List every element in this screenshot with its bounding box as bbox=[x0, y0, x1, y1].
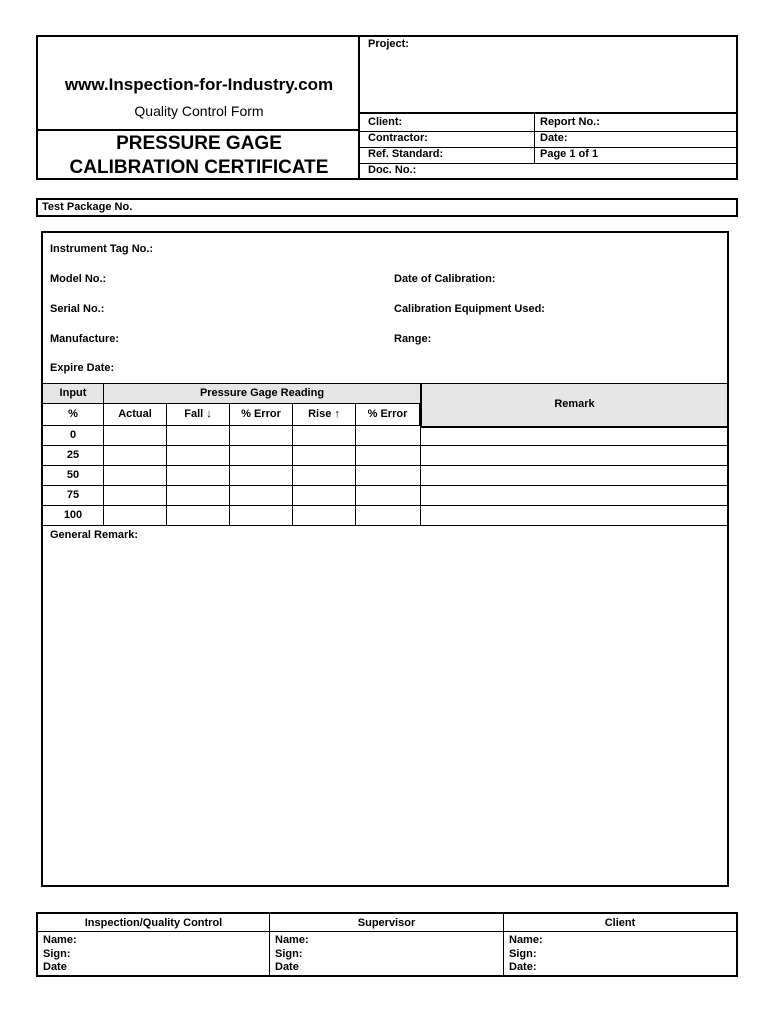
client-field[interactable]: Client: bbox=[368, 116, 403, 128]
reading-cell[interactable] bbox=[293, 506, 356, 526]
reading-cell[interactable] bbox=[104, 466, 167, 486]
doc-no-field[interactable]: Doc. No.: bbox=[368, 164, 417, 176]
report-no-field[interactable]: Report No.: bbox=[540, 116, 600, 128]
instrument-tag-field[interactable]: Instrument Tag No.: bbox=[50, 243, 154, 255]
signature-title: Supervisor bbox=[270, 914, 503, 932]
column-header: % Error bbox=[356, 404, 421, 426]
reading-cell[interactable] bbox=[230, 446, 293, 466]
reading-cell[interactable] bbox=[293, 446, 356, 466]
reading-cell[interactable] bbox=[167, 506, 230, 526]
reading-cell[interactable] bbox=[293, 466, 356, 486]
signature-date-field[interactable]: Date bbox=[43, 961, 67, 973]
reading-cell[interactable] bbox=[167, 466, 230, 486]
input-percent-cell: 25 bbox=[43, 446, 104, 466]
date-of-calibration-field[interactable]: Date of Calibration: bbox=[394, 273, 496, 285]
title-line-1: PRESSURE GAGE bbox=[116, 133, 282, 154]
reading-cell[interactable] bbox=[104, 426, 167, 446]
reading-cell[interactable] bbox=[167, 446, 230, 466]
remark-cell[interactable] bbox=[421, 446, 727, 466]
manufacture-field[interactable]: Manufacture: bbox=[50, 333, 120, 345]
pressure-reading-header: Pressure Gage Reading bbox=[104, 384, 421, 404]
reading-cell[interactable] bbox=[293, 486, 356, 506]
reading-cell[interactable] bbox=[356, 426, 421, 446]
reading-cell[interactable] bbox=[167, 426, 230, 446]
title-line-2: CALIBRATION CERTIFICATE bbox=[69, 157, 329, 178]
header-divider bbox=[360, 112, 738, 114]
signature-column-qc bbox=[38, 914, 270, 975]
calibration-equipment-field[interactable]: Calibration Equipment Used: bbox=[394, 303, 545, 315]
signature-name-field[interactable]: Name: bbox=[43, 934, 77, 946]
input-percent-cell: 100 bbox=[43, 506, 104, 526]
column-header: % Error bbox=[230, 404, 293, 426]
signature-sign-field[interactable]: Sign: bbox=[509, 948, 537, 960]
certificate-title bbox=[38, 129, 360, 178]
contractor-field[interactable]: Contractor: bbox=[368, 132, 428, 144]
readings-table bbox=[43, 383, 727, 527]
reading-cell[interactable] bbox=[356, 506, 421, 526]
expire-date-field[interactable]: Expire Date: bbox=[50, 362, 115, 374]
signature-sign-field[interactable]: Sign: bbox=[275, 948, 303, 960]
column-header: Rise ↑ bbox=[293, 404, 356, 426]
signature-title: Inspection/Quality Control bbox=[38, 914, 269, 932]
reading-cell[interactable] bbox=[356, 466, 421, 486]
signature-name-field[interactable]: Name: bbox=[509, 934, 543, 946]
remark-header: Remark bbox=[421, 384, 727, 428]
reading-cell[interactable] bbox=[293, 426, 356, 446]
signature-date-field[interactable]: Date: bbox=[509, 961, 537, 973]
input-percent-cell: 75 bbox=[43, 486, 104, 506]
form-header bbox=[36, 35, 738, 180]
ref-standard-field[interactable]: Ref. Standard: bbox=[368, 148, 444, 160]
signature-name-field[interactable]: Name: bbox=[275, 934, 309, 946]
form-type-label: Quality Control Form bbox=[134, 103, 264, 119]
reading-cell[interactable] bbox=[104, 486, 167, 506]
calibration-form-body bbox=[41, 231, 729, 887]
reading-cell[interactable] bbox=[230, 466, 293, 486]
reading-cell[interactable] bbox=[230, 506, 293, 526]
reading-cell[interactable] bbox=[356, 486, 421, 506]
signature-column-supervisor bbox=[270, 914, 504, 975]
date-field[interactable]: Date: bbox=[540, 132, 568, 144]
serial-no-field[interactable]: Serial No.: bbox=[50, 303, 105, 315]
column-header: Actual bbox=[104, 404, 167, 426]
signature-table bbox=[36, 912, 738, 977]
remark-cell[interactable] bbox=[421, 426, 727, 446]
model-no-field[interactable]: Model No.: bbox=[50, 273, 107, 285]
header-vdivider bbox=[534, 112, 535, 163]
remark-cell[interactable] bbox=[421, 506, 727, 526]
test-package-field[interactable]: Test Package No. bbox=[36, 198, 738, 217]
reading-cell[interactable] bbox=[104, 506, 167, 526]
signature-sign-field[interactable]: Sign: bbox=[43, 948, 71, 960]
remark-cell[interactable] bbox=[421, 486, 727, 506]
column-header: Fall ↓ bbox=[167, 404, 230, 426]
column-header: % bbox=[43, 404, 104, 426]
page-number: Page 1 of 1 bbox=[540, 148, 599, 160]
range-field[interactable]: Range: bbox=[394, 333, 432, 345]
remark-cell[interactable] bbox=[421, 466, 727, 486]
general-remark-field[interactable]: General Remark: bbox=[50, 529, 139, 541]
header-divider bbox=[360, 163, 738, 164]
project-field[interactable]: Project: bbox=[368, 38, 409, 50]
signature-title: Client bbox=[504, 914, 736, 932]
input-percent-cell: 50 bbox=[43, 466, 104, 486]
signature-date-field[interactable]: Date bbox=[275, 961, 299, 973]
reading-cell[interactable] bbox=[167, 486, 230, 506]
header-left-panel bbox=[38, 37, 360, 178]
reading-cell[interactable] bbox=[230, 486, 293, 506]
input-header: Input bbox=[43, 384, 104, 404]
reading-cell[interactable] bbox=[230, 426, 293, 446]
signature-column-client bbox=[504, 914, 736, 975]
input-percent-cell: 0 bbox=[43, 426, 104, 446]
reading-cell[interactable] bbox=[356, 446, 421, 466]
reading-cell[interactable] bbox=[104, 446, 167, 466]
website-link[interactable]: www.Inspection-for-Industry.com bbox=[64, 75, 334, 94]
